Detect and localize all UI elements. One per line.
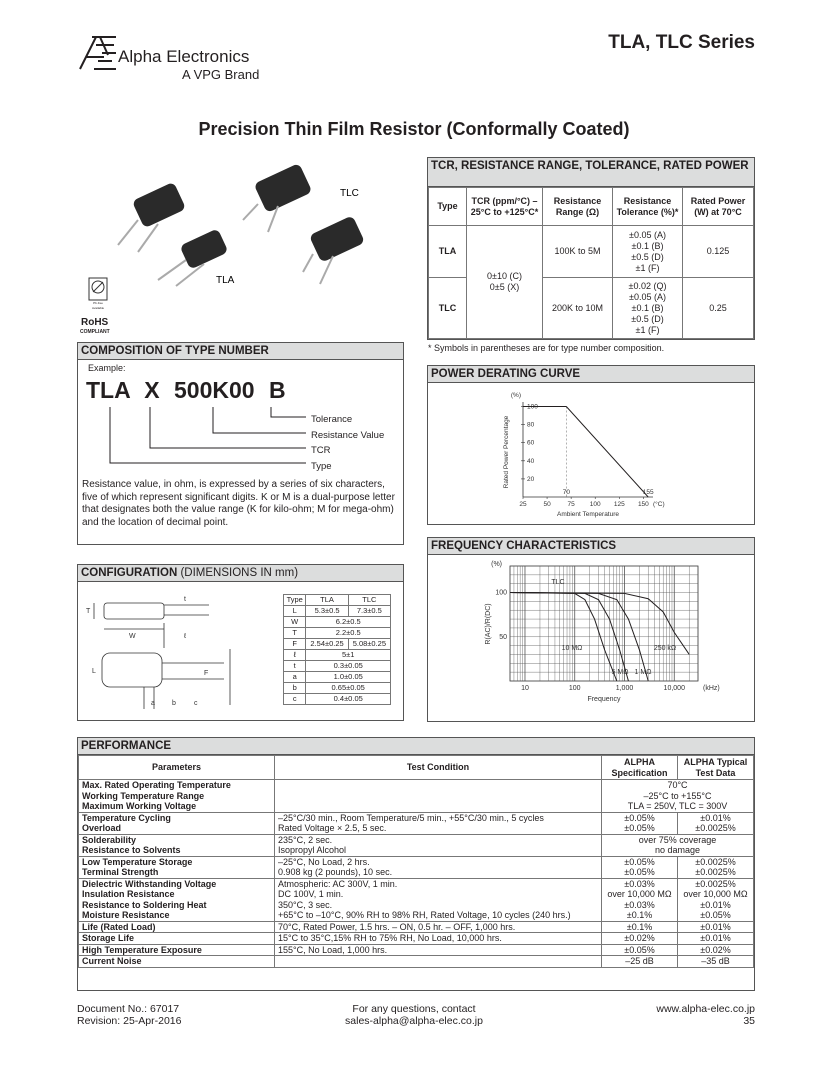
performance-row <box>79 780 754 813</box>
config-dim-value: 5±1 <box>306 650 391 661</box>
perf-typical-line: ±0.02% <box>700 944 731 955</box>
perf-spec <box>602 956 678 968</box>
y-tick-label: 80 <box>527 421 535 429</box>
config-dim-value: 0.65±0.05 <box>306 683 391 694</box>
perf-condition-line: Atmospheric: AC 300V, 1 min. <box>278 878 398 889</box>
perf-spec <box>602 944 678 956</box>
perf-parameter-line: Low Temperature Storage <box>82 856 193 867</box>
perf-parameter <box>79 834 275 856</box>
footer-doc <box>77 1003 181 1027</box>
perf-parameter-line: Storage Life <box>82 933 135 943</box>
perf-col-typical: ALPHA Typical Test Data <box>678 756 754 780</box>
perf-typical-line: ±0.01% <box>700 899 731 910</box>
perf-spec-line: ±0.03% <box>624 878 655 889</box>
pb-free-icon <box>88 277 108 301</box>
perf-spec-line: ±0.1% <box>626 921 653 932</box>
x-tick-label: 1,000 <box>615 685 634 692</box>
perf-typical-line: ±0.01% <box>700 933 731 943</box>
x-unit-label: (kHz) <box>703 685 720 692</box>
derating-line <box>523 407 648 497</box>
frequency-section <box>427 537 755 722</box>
perf-condition-line: 0.908 kg (2 pounds), 10 sec. <box>278 867 393 877</box>
tcr-tol-tla: ±0.05 (A) ±0.1 (B) ±0.5 (D) ±1 (F) <box>613 226 683 278</box>
perf-parameter-line: Insulation Resistance <box>82 889 175 899</box>
perf-typical <box>678 878 754 921</box>
config-dim-value: 5.08±0.25 <box>348 639 390 650</box>
perf-col-condition: Test Condition <box>275 756 602 780</box>
perf-condition <box>275 944 602 956</box>
perf-parameter-line: Overload <box>82 823 122 833</box>
perf-parameter-line: Temperature Cycling <box>82 812 171 823</box>
config-row <box>284 606 391 617</box>
document-number: Document No.: 67017 <box>77 1003 180 1015</box>
perf-condition-line: Isopropyl Alcohol <box>278 845 347 855</box>
perf-typical <box>678 921 754 933</box>
y-axis-label: R(AC)/R(DC) <box>485 603 492 645</box>
perf-typical-line: over 10,000 MΩ <box>683 889 748 899</box>
perf-condition-line: 350°C, 3 sec. <box>278 899 333 910</box>
resistor-image <box>118 182 186 252</box>
company-logo <box>78 35 288 85</box>
config-dim-value: 1.0±0.05 <box>306 672 391 683</box>
tcr-col-tcr: TCR (ppm/°C) –25°C to +125°C* <box>467 188 543 226</box>
perf-parameter-line: Max. Rated Operating Temperature <box>82 780 231 790</box>
x-tick-label: 100 <box>568 685 581 692</box>
performance-heading: PERFORMANCE <box>78 738 754 755</box>
config-dim-symbol: L <box>284 606 306 617</box>
frequency-heading: FREQUENCY CHARACTERISTICS <box>428 538 754 555</box>
y-tick-label: 50 <box>499 633 507 641</box>
perf-spec <box>602 812 678 834</box>
config-dim-symbol: a <box>284 672 306 683</box>
tlc-photo-label: TLC <box>340 188 359 199</box>
x-axis-label: Frequency <box>587 696 621 703</box>
perf-col-spec: ALPHA Specification <box>602 756 678 780</box>
perf-spec-line: ±0.02% <box>624 933 655 943</box>
perf-condition-line: 70°C, Rated Power, 1.5 hrs. – ON, 0.5 hr. – OFF, 1,000 hrs. <box>278 921 516 932</box>
performance-row <box>79 812 754 834</box>
dim-label-t: t <box>184 596 186 603</box>
type-code: TLA <box>86 377 130 403</box>
perf-condition <box>275 878 602 921</box>
perf-condition <box>275 780 602 813</box>
perf-condition-line: –25°C, No Load, 2 hrs. <box>278 856 370 867</box>
perf-parameter-line: Life (Rated Load) <box>82 921 156 932</box>
config-row <box>284 683 391 694</box>
perf-parameter-line: Maximum Working Voltage <box>82 801 197 811</box>
x-axis-label: Ambient Temperature <box>556 511 620 518</box>
tcr-value: 0±10 (C) 0±5 (X) <box>467 226 543 339</box>
configuration-subheading: (DIMENSIONS IN mm) <box>180 567 299 579</box>
tcr-range-tla: 100K to 5M <box>543 226 613 278</box>
frequency-chart <box>428 554 754 721</box>
config-row <box>284 661 391 672</box>
config-dim-value: 7.3±0.5 <box>348 606 390 617</box>
config-dim-symbol: b <box>284 683 306 694</box>
perf-typical-line: ±0.0025% <box>695 878 736 889</box>
perf-condition-line <box>278 791 598 802</box>
dim-label-T: T <box>86 608 91 615</box>
perf-parameter <box>79 933 275 945</box>
perf-parameter <box>79 878 275 921</box>
perf-spec <box>602 856 678 878</box>
perf-condition <box>275 956 602 968</box>
label-70: 70 <box>562 489 570 496</box>
tcr-range-tlc: 200K to 10M <box>543 278 613 339</box>
example-label: Example: <box>88 363 126 373</box>
y-tick-label: 60 <box>527 439 535 447</box>
config-row <box>284 617 391 628</box>
perf-typical-line: ±0.05% <box>700 910 731 920</box>
footer-contact <box>314 1003 514 1027</box>
config-dim-symbol: c <box>284 694 306 705</box>
config-dim-symbol: F <box>284 639 306 650</box>
dim-label-b: b <box>172 700 176 707</box>
x-tick-label: 125 <box>613 501 625 508</box>
footer-web <box>656 1003 755 1027</box>
perf-spec-line: ±0.05% <box>624 812 655 823</box>
product-photo <box>108 160 388 290</box>
perf-typical <box>678 856 754 878</box>
y-unit-label: (%) <box>491 561 502 568</box>
config-dim-value: 2.2±0.5 <box>306 628 391 639</box>
perf-spec <box>602 878 678 921</box>
config-dim-value: 0.3±0.05 <box>306 661 391 672</box>
perf-condition-line <box>278 780 598 791</box>
perf-condition-line: Rated Voltage × 2.5, 5 sec. <box>278 823 387 833</box>
config-row <box>284 694 391 705</box>
perf-spec-line: ±0.05% <box>624 823 655 833</box>
tcr-col-type: Type <box>429 188 467 226</box>
series-title: TLA, TLC Series <box>608 32 755 53</box>
perf-condition <box>275 933 602 945</box>
performance-row <box>79 878 754 921</box>
tcr-tol-tlc: ±0.02 (Q) ±0.05 (A) ±0.1 (B) ±0.5 (D) ±1 (F) <box>613 278 683 339</box>
y-tick-label: 40 <box>527 457 535 465</box>
y-axis-label: Rated Power Percentage <box>503 415 510 489</box>
dim-label-a: a <box>151 700 155 707</box>
curve-label-tlc: TLC <box>551 579 565 586</box>
performance-row <box>79 956 754 968</box>
derating-heading: POWER DERATING CURVE <box>428 366 754 383</box>
contact-email[interactable]: sales-alpha@alpha-elec.co.jp <box>345 1015 483 1027</box>
y-tick-label: 100 <box>527 403 538 411</box>
y-tick-label: 20 <box>527 475 535 483</box>
perf-condition-line: DC 100V, 1 min. <box>278 889 344 899</box>
y-unit-label: (%) <box>510 392 521 399</box>
tcr-footnote: * Symbols in parentheses are for type number composition. <box>428 343 665 353</box>
config-col-tla: TLA <box>306 595 348 606</box>
config-row <box>284 650 391 661</box>
curve-label-10m: 10 MΩ <box>561 645 583 653</box>
composition-heading: COMPOSITION OF TYPE NUMBER <box>78 343 403 360</box>
perf-col-parameters: Parameters <box>79 756 275 780</box>
tcr-type-tla: TLA <box>429 226 467 278</box>
perf-spec-line: –25 dB <box>625 956 654 966</box>
perf-parameter-line: High Temperature Exposure <box>82 944 202 955</box>
composition-description: Resistance value, in ohm, is expressed by a series of six characters, five of which represent significant digits. K or M is a dual-purpose letter that designates both the value range (K for kilo-ohm; M for mega-ohm) and the location of decimal point. <box>82 479 395 528</box>
perf-merged-value <box>602 834 754 856</box>
curve-label-5m: 5 MΩ <box>611 668 629 676</box>
perf-parameter-line: Resistance to Soldering Heat <box>82 899 207 910</box>
config-dim-value: 6.2±0.5 <box>306 617 391 628</box>
dim-label-F: F <box>204 670 209 677</box>
config-dim-value: 0.4±0.05 <box>306 694 391 705</box>
perf-parameter <box>79 956 275 968</box>
perf-typical-line: ±0.01% <box>700 812 731 823</box>
composition-section <box>77 342 404 545</box>
performance-row <box>79 933 754 945</box>
brand-tagline: A VPG Brand <box>182 67 260 82</box>
perf-condition <box>275 921 602 933</box>
x-tick-label: 75 <box>567 501 575 508</box>
perf-parameter <box>79 944 275 956</box>
tolerance-code: B <box>268 377 286 403</box>
tcr-power-tla: 0.125 <box>683 226 754 278</box>
perf-spec-line: ±0.03% <box>624 899 655 910</box>
config-row <box>284 639 391 650</box>
tcr-code: X <box>144 377 160 403</box>
perf-spec-line: ±0.1% <box>626 910 653 920</box>
perf-condition-line: –25°C/30 min., Room Temperature/5 min., +55°C/30 min., 5 cycles <box>278 812 544 823</box>
perf-typical-line: ±0.01% <box>700 921 731 932</box>
config-dim-value: 2.54±0.25 <box>306 639 348 650</box>
config-row <box>284 672 391 683</box>
performance-row <box>79 856 754 878</box>
config-row <box>284 628 391 639</box>
rohs-compliant-label: COMPLIANT <box>80 329 110 335</box>
performance-row <box>79 921 754 933</box>
resistance-code: 500K00 <box>173 377 255 403</box>
dimension-drawing <box>84 593 244 713</box>
tcr-heading: TCR, RESISTANCE RANGE, TOLERANCE, RATED POWER <box>428 158 754 187</box>
perf-parameter-line: Resistance to Solvents <box>82 845 181 855</box>
page-number: 35 <box>743 1015 755 1027</box>
perf-typical-line: ±0.0025% <box>695 856 736 867</box>
perf-parameter-line: Moisture Resistance <box>82 910 170 920</box>
perf-spec-line: over 10,000 MΩ <box>607 889 672 899</box>
resistor-image <box>243 163 312 232</box>
configuration-section <box>77 564 404 721</box>
config-dim-symbol: W <box>284 617 306 628</box>
perf-condition <box>275 856 602 878</box>
tcr-power-tlc: 0.25 <box>683 278 754 339</box>
config-dim-symbol: T <box>284 628 306 639</box>
perf-condition-line: +65°C to –10°C, 90% RH to 98% RH, Rated Voltage, 10 cycles (240 hrs.) <box>278 910 571 920</box>
x-tick-label: 10 <box>521 685 529 692</box>
pb-free-label: Pb-free <box>93 301 103 305</box>
dim-label-c: c <box>194 700 198 707</box>
x-tick-label: 50 <box>543 501 551 508</box>
perf-spec-line: ±0.05% <box>624 867 655 877</box>
perf-merged-value-line: –25°C to +155°C <box>643 790 712 801</box>
x-tick-label: 25 <box>519 501 527 508</box>
config-col-tlc: TLC <box>348 595 390 606</box>
tcr-type-tlc: TLC <box>429 278 467 339</box>
curve-label-1m: 1 MΩ <box>634 668 652 676</box>
derating-section <box>427 365 755 525</box>
x-tick-label: 150 <box>637 501 649 508</box>
perf-typical-line: ±0.0025% <box>695 823 736 833</box>
perf-typical-line: ±0.0025% <box>695 867 736 877</box>
x-tick-label: 10,000 <box>663 685 685 692</box>
perf-parameter-line: Dielectric Withstanding Voltage <box>82 878 217 889</box>
perf-parameter-line: Current Noise <box>82 956 142 966</box>
legend-type: Type <box>311 460 332 472</box>
perf-condition-line <box>278 956 598 967</box>
config-col-type: Type <box>284 595 306 606</box>
perf-merged-value-line: over 75% coverage <box>638 834 717 845</box>
perf-parameter-line: Solderability <box>82 834 137 845</box>
website-link[interactable]: www.alpha-elec.co.jp <box>656 1003 755 1015</box>
perf-parameter <box>79 856 275 878</box>
config-dim-symbol: ℓ <box>284 650 306 661</box>
perf-spec <box>602 921 678 933</box>
tcr-table <box>428 187 754 339</box>
resistor-image <box>303 215 365 284</box>
perf-typical-line: –35 dB <box>701 956 730 966</box>
alpha-logo-icon <box>78 35 118 71</box>
perf-condition-line: 15°C to 35°C,15% RH to 75% RH, No Load, 10,000 hrs. <box>278 933 502 943</box>
perf-parameter <box>79 780 275 813</box>
perf-parameter-line: Working Temperature Range <box>82 790 205 801</box>
perf-typical <box>678 933 754 945</box>
perf-typical <box>678 956 754 968</box>
performance-row <box>79 834 754 856</box>
performance-table <box>78 755 754 968</box>
performance-row <box>79 944 754 956</box>
tcr-section <box>427 157 755 340</box>
tla-photo-label: TLA <box>216 275 235 286</box>
perf-spec <box>602 933 678 945</box>
perf-condition <box>275 834 602 856</box>
rohs-label: RoHS <box>81 317 109 328</box>
tcr-col-range: Resistance Range (Ω) <box>543 188 613 226</box>
perf-merged-value-line: TLA = 250V, TLC = 300V <box>627 801 728 811</box>
page-title: Precision Thin Film Resistor (Conformally Coated) <box>198 119 630 139</box>
dim-label-L: L <box>92 668 96 675</box>
config-dim-value: 5.3±0.5 <box>306 606 348 617</box>
perf-parameter-line: Terminal Strength <box>82 867 159 877</box>
configuration-table <box>283 594 391 705</box>
configuration-heading: CONFIGURATION <box>81 567 178 579</box>
perf-spec-line: ±0.05% <box>624 856 655 867</box>
revision-date: Revision: 25-Apr-2016 <box>77 1015 182 1027</box>
legend-tcr: TCR <box>311 445 331 456</box>
contact-text: For any questions, contact <box>352 1003 476 1015</box>
perf-spec-line: ±0.05% <box>624 944 655 955</box>
x-unit-label: (°C) <box>653 501 665 508</box>
perf-typical <box>678 944 754 956</box>
y-tick-label: 100 <box>495 589 507 597</box>
perf-condition-line: 235°C, 2 sec. <box>278 834 333 845</box>
config-dim-symbol: t <box>284 661 306 672</box>
perf-typical <box>678 812 754 834</box>
tcr-col-tolerance: Resistance Tolerance (%)* <box>613 188 683 226</box>
dim-label-l: ℓ <box>184 633 187 640</box>
performance-section <box>77 737 755 991</box>
perf-condition-line: 155°C, No Load, 1,000 hrs. <box>278 944 388 955</box>
derating-chart <box>428 382 754 524</box>
x-tick-label: 100 <box>589 501 601 508</box>
rohs-badge <box>79 277 119 341</box>
legend-tolerance: Tolerance <box>311 414 353 425</box>
perf-merged-value <box>602 780 754 813</box>
label-155: 155 <box>642 489 654 496</box>
company-name: Alpha Electronics <box>118 47 250 66</box>
perf-merged-value-line: 70°C <box>667 780 688 790</box>
curve-label-250k: 250 kΩ <box>653 645 677 653</box>
perf-merged-value-line: no damage <box>654 845 701 855</box>
tcr-col-power: Rated Power (W) at 70°C <box>683 188 754 226</box>
dim-label-W: W <box>129 633 136 640</box>
pb-available-label: Available <box>91 306 105 310</box>
perf-condition-line <box>278 801 598 812</box>
perf-condition <box>275 812 602 834</box>
perf-parameter <box>79 812 275 834</box>
legend-resistance-value: Resistance Value <box>311 429 385 441</box>
perf-parameter <box>79 921 275 933</box>
